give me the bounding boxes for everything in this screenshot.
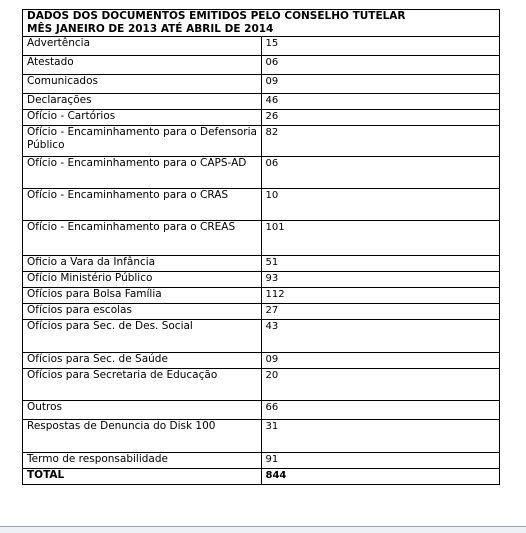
row-label: Ofícios para Secretaria de Educação bbox=[23, 369, 262, 401]
row-label: Outros bbox=[23, 401, 262, 420]
table-row bbox=[23, 320, 500, 353]
row-value: 93 bbox=[261, 272, 500, 288]
table-row bbox=[23, 369, 500, 401]
row-label: Atestado bbox=[23, 56, 262, 75]
row-value: 66 bbox=[261, 401, 500, 420]
row-label: Declarações bbox=[23, 94, 262, 110]
row-value: 09 bbox=[261, 353, 500, 369]
table-row bbox=[23, 221, 500, 256]
total-value: 844 bbox=[261, 469, 500, 485]
row-label: Ofícios para Sec. de Saúde bbox=[23, 353, 262, 369]
row-label: Ofício - Encaminhamento para o Defensoria Público bbox=[23, 126, 262, 157]
table-row bbox=[23, 353, 500, 369]
row-value: 15 bbox=[261, 37, 500, 56]
table-row bbox=[23, 157, 500, 189]
page-bottom-strip bbox=[0, 527, 526, 533]
row-label: Comunicados bbox=[23, 75, 262, 94]
row-label: Termo de responsabilidade bbox=[23, 453, 262, 469]
row-label: Ofício - Cartórios bbox=[23, 110, 262, 126]
row-value: 09 bbox=[261, 75, 500, 94]
row-label: Oficio a Vara da Infância bbox=[23, 256, 262, 272]
total-label: TOTAL bbox=[23, 469, 262, 485]
table-row bbox=[23, 401, 500, 420]
row-value: 51 bbox=[261, 256, 500, 272]
row-value: 27 bbox=[261, 304, 500, 320]
row-value: 46 bbox=[261, 94, 500, 110]
table-row bbox=[23, 189, 500, 221]
row-label: Ofícios para escolas bbox=[23, 304, 262, 320]
table-row bbox=[23, 453, 500, 469]
table-row bbox=[23, 37, 500, 56]
title-line-1: DADOS DOS DOCUMENTOS EMITIDOS PELO CONSELHO TUTELAR bbox=[27, 10, 406, 22]
row-value: 06 bbox=[261, 56, 500, 75]
row-value: 91 bbox=[261, 453, 500, 469]
row-value: 101 bbox=[261, 221, 500, 256]
row-label: Ofício - Encaminhamento para o CAPS-AD bbox=[23, 157, 262, 189]
title-line-2: MÊS JANEIRO DE 2013 ATÉ ABRIL DE 2014 bbox=[27, 23, 274, 35]
total-row bbox=[23, 469, 500, 485]
row-label: Ofício - Encaminhamento para o CRAS bbox=[23, 189, 262, 221]
row-label: Respostas de Denuncia do Disk 100 bbox=[23, 420, 262, 453]
table-row bbox=[23, 420, 500, 453]
row-value: 10 bbox=[261, 189, 500, 221]
row-value: 82 bbox=[261, 126, 500, 157]
row-value: 06 bbox=[261, 157, 500, 189]
table-title bbox=[23, 10, 500, 37]
row-value: 31 bbox=[261, 420, 500, 453]
table-row bbox=[23, 256, 500, 272]
table-row bbox=[23, 304, 500, 320]
row-label: Ofícios para Bolsa Família bbox=[23, 288, 262, 304]
table-row bbox=[23, 56, 500, 75]
title-row bbox=[23, 10, 500, 37]
table-row bbox=[23, 272, 500, 288]
row-value: 26 bbox=[261, 110, 500, 126]
row-label: Ofício Ministério Público bbox=[23, 272, 262, 288]
row-value: 43 bbox=[261, 320, 500, 353]
table-row bbox=[23, 94, 500, 110]
documents-table bbox=[22, 9, 500, 485]
table-row bbox=[23, 110, 500, 126]
table-row bbox=[23, 75, 500, 94]
row-value: 20 bbox=[261, 369, 500, 401]
row-value: 112 bbox=[261, 288, 500, 304]
row-label: Ofícios para Sec. de Des. Social bbox=[23, 320, 262, 353]
table-row bbox=[23, 126, 500, 157]
row-label: Advertência bbox=[23, 37, 262, 56]
row-label: Ofício - Encaminhamento para o CREAS bbox=[23, 221, 262, 256]
table-row bbox=[23, 288, 500, 304]
